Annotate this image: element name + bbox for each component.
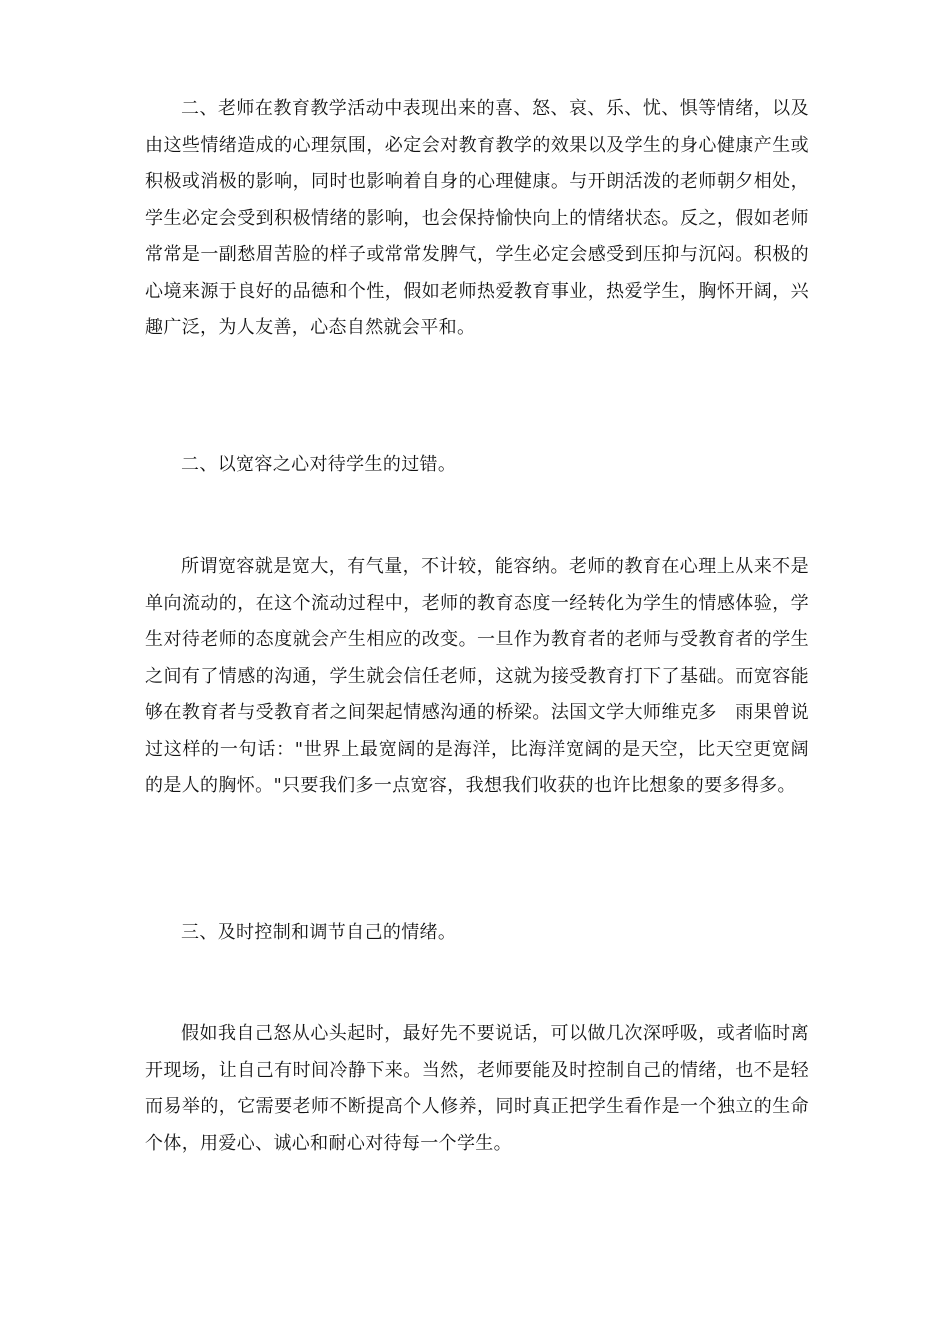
section-heading-tolerance: 二、以宽容之心对待学生的过错。 [181, 454, 457, 475]
paragraph-emotions: 二、老师在教育教学活动中表现出来的喜、怒、哀、乐、忧、惧等情绪，以及由这些情绪造成的心理氛围，必定会对教育教学的效果以及学生的身心健康产生或积极或消极的影响，同时也影响着自身的心理健康。与开朗活泼的老师朝夕相处，学生必定会受到积极情绪的影响，也会保持愉快向上的情绪状态。反之，假如老师常常是一副愁眉苦脸的样子或常常发脾气，学生必定会感受到压抑与沉闷。积极的心境来源于良好的品德和个性，假如老师热爱教育事业，热爱学生，胸怀开阔，兴趣广泛，为人友善，心态自然就会平和。 [145, 98, 809, 338]
paragraph-tolerance: 所谓宽容就是宽大，有气量，不计较，能容纳。老师的教育在心理上从来不是单向流动的，在这个流动过程中，老师的教育态度一经转化为学生的情感体验，学生对待老师的态度就会产生相应的改变。一旦作为教育者的老师与受教育者的学生之间有了情感的沟通，学生就会信任老师，这就为接受教育打下了基础。而宽容能够在教育者与受教育者之间架起情感沟通的桥梁。法国文学大师维克多 雨果曾说过这样的一句话："世界上最宽阔的是海洋，比海洋宽阔的是天空，比天空更宽阔的是人的胸怀。"只要我们多一点宽容，我想我们收获的也许比想象的要多得多。 [145, 556, 809, 796]
section-heading-emotion-control: 三、及时控制和调节自己的情绪。 [181, 922, 457, 943]
paragraph-emotion-control: 假如我自己怒从心头起时，最好先不要说话，可以做几次深呼吸，或者临时离开现场，让自己有时间冷静下来。当然，老师要能及时控制自己的情绪，也不是轻而易举的，它需要老师不断提高个人修养，同时真正把学生看作是一个独立的生命个体，用爱心、诚心和耐心对待每一个学生。 [145, 1023, 809, 1154]
